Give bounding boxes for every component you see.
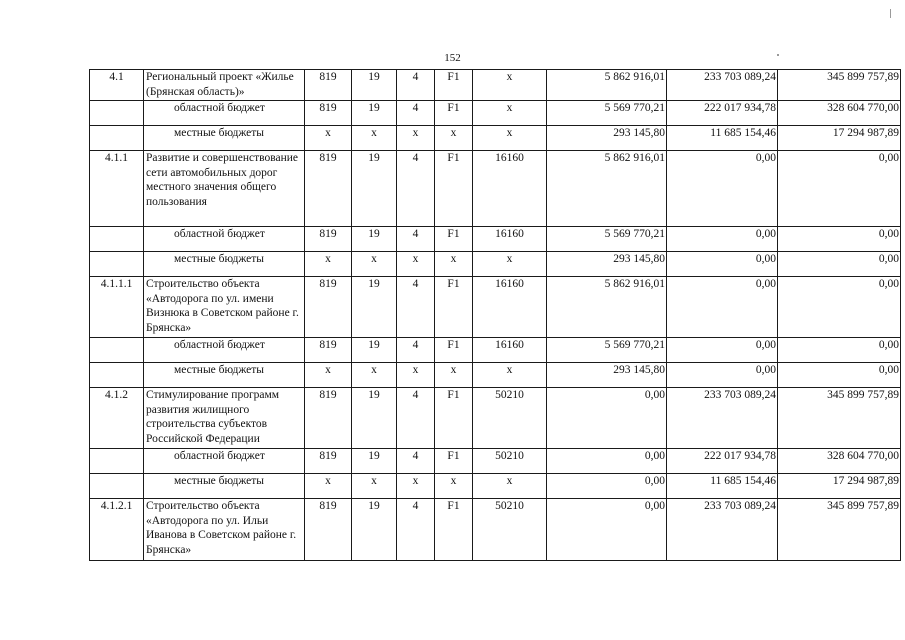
code-ministry: 819: [305, 499, 352, 561]
amount-col-3: 328 604 770,00: [778, 449, 901, 474]
code-direction: x: [473, 363, 547, 388]
code-direction: 50210: [473, 499, 547, 561]
code-program: 19: [352, 101, 397, 126]
amount-col-3: 0,00: [778, 277, 901, 338]
code-subprogram: 4: [397, 277, 435, 338]
code-subprogram: 4: [397, 151, 435, 227]
amount-col-2: 11 685 154,46: [667, 126, 778, 151]
amount-col-3: 0,00: [778, 151, 901, 227]
code-subprogram: x: [397, 252, 435, 277]
scan-mark: [890, 9, 891, 18]
code-direction: x: [473, 252, 547, 277]
amount-col-2: 222 017 934,78: [667, 101, 778, 126]
code-project: x: [435, 474, 473, 499]
code-project: x: [435, 252, 473, 277]
amount-col-1: 0,00: [547, 474, 667, 499]
amount-col-1: 0,00: [547, 499, 667, 561]
row-number: 4.1.1: [90, 151, 144, 227]
row-name: Строительство объекта «Автодорога по ул. имени Визнюка в Советском районе г. Брянска»: [144, 277, 305, 338]
amount-col-2: 233 703 089,24: [667, 499, 778, 561]
row-name: местные бюджеты: [144, 474, 305, 499]
code-subprogram: 4: [397, 499, 435, 561]
row-number: 4.1.1.1: [90, 277, 144, 338]
amount-col-2: 11 685 154,46: [667, 474, 778, 499]
table-body: [90, 70, 901, 561]
table-row: [90, 499, 901, 561]
code-project: F1: [435, 101, 473, 126]
page-number: 152: [444, 52, 461, 64]
table-row: [90, 474, 901, 499]
amount-col-3: 345 899 757,89: [778, 499, 901, 561]
table-row: [90, 126, 901, 151]
amount-col-2: 222 017 934,78: [667, 449, 778, 474]
amount-col-3: 0,00: [778, 227, 901, 252]
code-project: F1: [435, 70, 473, 101]
code-direction: 16160: [473, 338, 547, 363]
table-row: [90, 101, 901, 126]
code-program: 19: [352, 277, 397, 338]
code-project: F1: [435, 338, 473, 363]
code-direction: x: [473, 70, 547, 101]
amount-col-2: 0,00: [667, 151, 778, 227]
amount-col-3: 328 604 770,00: [778, 101, 901, 126]
amount-col-1: 5 569 770,21: [547, 101, 667, 126]
code-subprogram: 4: [397, 101, 435, 126]
row-number: [90, 252, 144, 277]
amount-col-3: 345 899 757,89: [778, 70, 901, 101]
table-row: [90, 388, 901, 449]
row-number: [90, 474, 144, 499]
code-ministry: 819: [305, 277, 352, 338]
row-number: 4.1.2: [90, 388, 144, 449]
row-name: местные бюджеты: [144, 126, 305, 151]
code-project: x: [435, 363, 473, 388]
row-number: [90, 338, 144, 363]
code-program: 19: [352, 499, 397, 561]
code-ministry: x: [305, 252, 352, 277]
code-program: 19: [352, 70, 397, 101]
amount-col-1: 5 569 770,21: [547, 227, 667, 252]
code-direction: x: [473, 474, 547, 499]
row-number: [90, 449, 144, 474]
code-direction: 50210: [473, 449, 547, 474]
row-name: местные бюджеты: [144, 363, 305, 388]
amount-col-2: 0,00: [667, 338, 778, 363]
code-ministry: 819: [305, 449, 352, 474]
code-direction: 16160: [473, 277, 547, 338]
row-name: местные бюджеты: [144, 252, 305, 277]
amount-col-3: 17 294 987,89: [778, 126, 901, 151]
code-program: x: [352, 252, 397, 277]
row-number: [90, 101, 144, 126]
amount-col-1: 293 145,80: [547, 363, 667, 388]
amount-col-3: 17 294 987,89: [778, 474, 901, 499]
code-program: x: [352, 363, 397, 388]
row-name: областной бюджет: [144, 101, 305, 126]
code-ministry: x: [305, 363, 352, 388]
budget-table: [89, 69, 901, 561]
amount-col-1: 5 862 916,01: [547, 277, 667, 338]
row-name: Региональный проект «Жилье (Брянская область)»: [144, 70, 305, 101]
code-project: F1: [435, 151, 473, 227]
amount-col-3: 345 899 757,89: [778, 388, 901, 449]
code-ministry: x: [305, 126, 352, 151]
code-direction: 16160: [473, 227, 547, 252]
code-subprogram: 4: [397, 338, 435, 363]
table-row: [90, 252, 901, 277]
table-row: [90, 151, 901, 227]
row-number: 4.1.2.1: [90, 499, 144, 561]
code-program: 19: [352, 227, 397, 252]
code-project: F1: [435, 499, 473, 561]
table-row: [90, 227, 901, 252]
amount-col-2: 0,00: [667, 227, 778, 252]
code-subprogram: 4: [397, 388, 435, 449]
amount-col-1: 293 145,80: [547, 252, 667, 277]
table-row: [90, 363, 901, 388]
code-ministry: 819: [305, 227, 352, 252]
row-name: Строительство объекта «Автодорога по ул. Ильи Иванова в Советском районе г. Брянска»: [144, 499, 305, 561]
code-ministry: 819: [305, 338, 352, 363]
code-program: 19: [352, 388, 397, 449]
code-program: 19: [352, 449, 397, 474]
amount-col-3: 0,00: [778, 363, 901, 388]
code-subprogram: x: [397, 474, 435, 499]
table-row: [90, 277, 901, 338]
code-subprogram: x: [397, 126, 435, 151]
amount-col-2: 233 703 089,24: [667, 388, 778, 449]
code-project: F1: [435, 227, 473, 252]
row-number: [90, 363, 144, 388]
code-direction: x: [473, 126, 547, 151]
amount-col-1: 293 145,80: [547, 126, 667, 151]
row-number: [90, 227, 144, 252]
row-name: Стимулирование программ развития жилищного строительства субъектов Российской Федерации: [144, 388, 305, 449]
amount-col-3: 0,00: [778, 338, 901, 363]
code-subprogram: 4: [397, 70, 435, 101]
code-direction: 50210: [473, 388, 547, 449]
code-ministry: 819: [305, 151, 352, 227]
amount-col-1: 0,00: [547, 388, 667, 449]
amount-col-1: 5 862 916,01: [547, 70, 667, 101]
row-number: 4.1: [90, 70, 144, 101]
amount-col-1: 5 862 916,01: [547, 151, 667, 227]
scan-dot: [777, 54, 779, 56]
amount-col-2: 233 703 089,24: [667, 70, 778, 101]
amount-col-1: 5 569 770,21: [547, 338, 667, 363]
code-subprogram: x: [397, 363, 435, 388]
code-program: 19: [352, 151, 397, 227]
table-row: [90, 70, 901, 101]
code-program: 19: [352, 338, 397, 363]
code-project: F1: [435, 449, 473, 474]
code-project: x: [435, 126, 473, 151]
row-name: областной бюджет: [144, 227, 305, 252]
row-name: областной бюджет: [144, 449, 305, 474]
code-project: F1: [435, 277, 473, 338]
code-program: x: [352, 126, 397, 151]
amount-col-2: 0,00: [667, 277, 778, 338]
code-ministry: x: [305, 474, 352, 499]
amount-col-2: 0,00: [667, 363, 778, 388]
code-subprogram: 4: [397, 449, 435, 474]
code-direction: x: [473, 101, 547, 126]
code-ministry: 819: [305, 70, 352, 101]
row-name: областной бюджет: [144, 338, 305, 363]
code-direction: 16160: [473, 151, 547, 227]
code-subprogram: 4: [397, 227, 435, 252]
code-ministry: 819: [305, 388, 352, 449]
amount-col-1: 0,00: [547, 449, 667, 474]
amount-col-2: 0,00: [667, 252, 778, 277]
amount-col-3: 0,00: [778, 252, 901, 277]
code-ministry: 819: [305, 101, 352, 126]
table-row: [90, 338, 901, 363]
row-number: [90, 126, 144, 151]
row-name: Развитие и совершенствование сети автомобильных дорог местного значения общего пользования: [144, 151, 305, 227]
code-project: F1: [435, 388, 473, 449]
code-program: x: [352, 474, 397, 499]
table-row: [90, 449, 901, 474]
